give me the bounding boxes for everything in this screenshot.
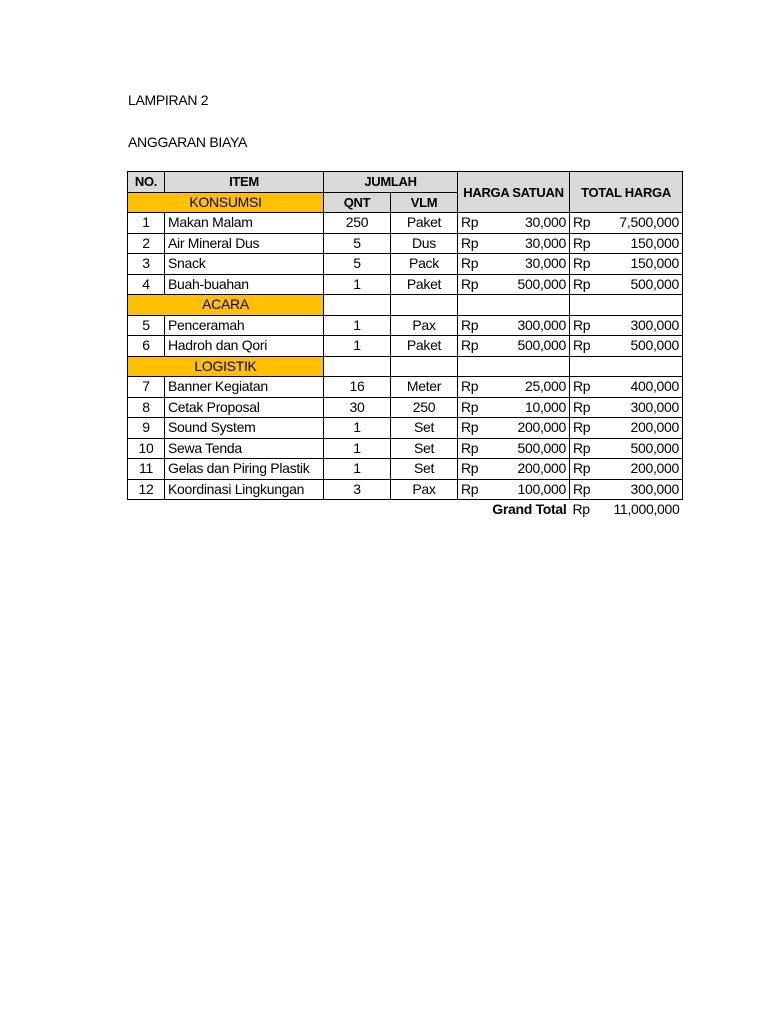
total-price: 300,000 — [603, 315, 683, 336]
table-row — [128, 459, 683, 480]
header-row — [128, 172, 683, 193]
total-price: 150,000 — [603, 254, 683, 275]
volume-unit: Pax — [391, 315, 458, 336]
currency-symbol: Rp — [570, 438, 603, 459]
row-number: 7 — [128, 377, 165, 398]
total-price: 400,000 — [603, 377, 683, 398]
currency-symbol: Rp — [458, 418, 495, 439]
currency-symbol: Rp — [458, 254, 495, 275]
category-label: KONSUMSI — [128, 192, 324, 213]
unit-price: 200,000 — [495, 459, 570, 480]
currency-symbol: Rp — [458, 438, 495, 459]
quantity: 3 — [324, 479, 391, 500]
currency-symbol: Rp — [458, 213, 495, 234]
table-row — [128, 254, 683, 275]
currency-symbol: Rp — [458, 233, 495, 254]
row-number: 4 — [128, 274, 165, 295]
volume-unit: 250 — [391, 397, 458, 418]
total-price: 300,000 — [603, 479, 683, 500]
spacer — [128, 500, 458, 520]
empty-cell — [570, 295, 683, 316]
item-name: Penceramah — [165, 315, 324, 336]
volume-unit: Pax — [391, 479, 458, 500]
currency-symbol: Rp — [570, 418, 603, 439]
row-number: 1 — [128, 213, 165, 234]
currency-symbol: Rp — [458, 377, 495, 398]
row-number: 12 — [128, 479, 165, 500]
unit-price: 100,000 — [495, 479, 570, 500]
category-row — [128, 295, 683, 316]
total-price: 300,000 — [603, 397, 683, 418]
item-name: Gelas dan Piring Plastik — [165, 459, 324, 480]
currency-symbol: Rp — [458, 479, 495, 500]
total-price: 500,000 — [603, 438, 683, 459]
volume-unit: Dus — [391, 233, 458, 254]
unit-price: 500,000 — [495, 336, 570, 357]
unit-price: 25,000 — [495, 377, 570, 398]
unit-price: 30,000 — [495, 233, 570, 254]
item-name: Cetak Proposal — [165, 397, 324, 418]
unit-price: 30,000 — [495, 254, 570, 275]
currency-symbol: Rp — [570, 459, 603, 480]
budget-table — [127, 171, 683, 520]
currency-symbol: Rp — [570, 254, 603, 275]
empty-cell — [324, 295, 391, 316]
currency-symbol: Rp — [570, 213, 603, 234]
item-name: Snack — [165, 254, 324, 275]
empty-cell — [570, 356, 683, 377]
grand-total-value: 11,000,000 — [613, 501, 680, 518]
header-total-harga: TOTAL HARGA — [570, 172, 683, 213]
currency-symbol: Rp — [570, 233, 603, 254]
empty-cell — [324, 356, 391, 377]
grand-total-row — [128, 500, 683, 520]
table-row — [128, 274, 683, 295]
quantity: 1 — [324, 438, 391, 459]
table-row — [128, 397, 683, 418]
currency-symbol: Rp — [458, 315, 495, 336]
volume-unit: Paket — [391, 274, 458, 295]
row-number: 6 — [128, 336, 165, 357]
quantity: 1 — [324, 418, 391, 439]
row-number: 5 — [128, 315, 165, 336]
volume-unit: Pack — [391, 254, 458, 275]
quantity: 16 — [324, 377, 391, 398]
quantity: 1 — [324, 459, 391, 480]
quantity: 1 — [324, 274, 391, 295]
volume-unit: Meter — [391, 377, 458, 398]
quantity: 250 — [324, 213, 391, 234]
unit-price: 500,000 — [495, 438, 570, 459]
table-row — [128, 213, 683, 234]
row-number: 10 — [128, 438, 165, 459]
quantity: 1 — [324, 315, 391, 336]
currency-symbol: Rp — [458, 459, 495, 480]
table-row — [128, 438, 683, 459]
currency-symbol: Rp — [570, 315, 603, 336]
category-label: LOGISTIK — [128, 356, 324, 377]
empty-cell — [458, 295, 570, 316]
table-row — [128, 479, 683, 500]
volume-unit: Set — [391, 418, 458, 439]
item-name: Koordinasi Lingkungan — [165, 479, 324, 500]
unit-price: 30,000 — [495, 213, 570, 234]
item-name: Sewa Tenda — [165, 438, 324, 459]
grand-total-label: Grand Total — [492, 501, 567, 518]
unit-price: 500,000 — [495, 274, 570, 295]
unit-price: 300,000 — [495, 315, 570, 336]
table-row — [128, 377, 683, 398]
table-row — [128, 315, 683, 336]
empty-cell — [458, 356, 570, 377]
header-jumlah: JUMLAH — [324, 172, 458, 193]
item-name: Banner Kegiatan — [165, 377, 324, 398]
currency-symbol: Rp — [570, 479, 603, 500]
header-item: ITEM — [165, 172, 324, 193]
row-number: 9 — [128, 418, 165, 439]
quantity: 30 — [324, 397, 391, 418]
item-name: Buah-buahan — [165, 274, 324, 295]
volume-unit: Set — [391, 459, 458, 480]
budget-body — [128, 213, 683, 520]
quantity: 5 — [324, 254, 391, 275]
table-row — [128, 233, 683, 254]
quantity: 5 — [324, 233, 391, 254]
row-number: 8 — [128, 397, 165, 418]
volume-unit: Paket — [391, 336, 458, 357]
document-title: LAMPIRAN 2 — [128, 92, 209, 108]
total-price: 7,500,000 — [603, 213, 683, 234]
currency-symbol: Rp — [458, 336, 495, 357]
currency-symbol: Rp — [572, 501, 590, 518]
total-price: 500,000 — [603, 274, 683, 295]
row-number: 3 — [128, 254, 165, 275]
item-name: Makan Malam — [165, 213, 324, 234]
currency-symbol: Rp — [458, 397, 495, 418]
header-vlm: VLM — [391, 192, 458, 213]
header-qnt: QNT — [324, 192, 391, 213]
currency-symbol: Rp — [570, 377, 603, 398]
category-row — [128, 356, 683, 377]
currency-symbol: Rp — [570, 397, 603, 418]
row-number: 11 — [128, 459, 165, 480]
item-name: Hadroh dan Qori — [165, 336, 324, 357]
row-number: 2 — [128, 233, 165, 254]
table-row — [128, 336, 683, 357]
category-label: ACARA — [128, 295, 324, 316]
total-price: 150,000 — [603, 233, 683, 254]
unit-price: 10,000 — [495, 397, 570, 418]
volume-unit: Paket — [391, 213, 458, 234]
header-no: NO. — [128, 172, 165, 193]
total-price: 200,000 — [603, 459, 683, 480]
document-subtitle: ANGGARAN BIAYA — [128, 134, 247, 150]
total-price: 500,000 — [603, 336, 683, 357]
currency-symbol: Rp — [458, 274, 495, 295]
item-name: Sound System — [165, 418, 324, 439]
volume-unit: Set — [391, 438, 458, 459]
empty-cell — [391, 295, 458, 316]
currency-symbol: Rp — [570, 336, 603, 357]
table-row — [128, 418, 683, 439]
unit-price: 200,000 — [495, 418, 570, 439]
header-harga-satuan: HARGA SATUAN — [458, 172, 570, 213]
currency-symbol: Rp — [570, 274, 603, 295]
empty-cell — [391, 356, 458, 377]
item-name: Air Mineral Dus — [165, 233, 324, 254]
quantity: 1 — [324, 336, 391, 357]
total-price: 200,000 — [603, 418, 683, 439]
